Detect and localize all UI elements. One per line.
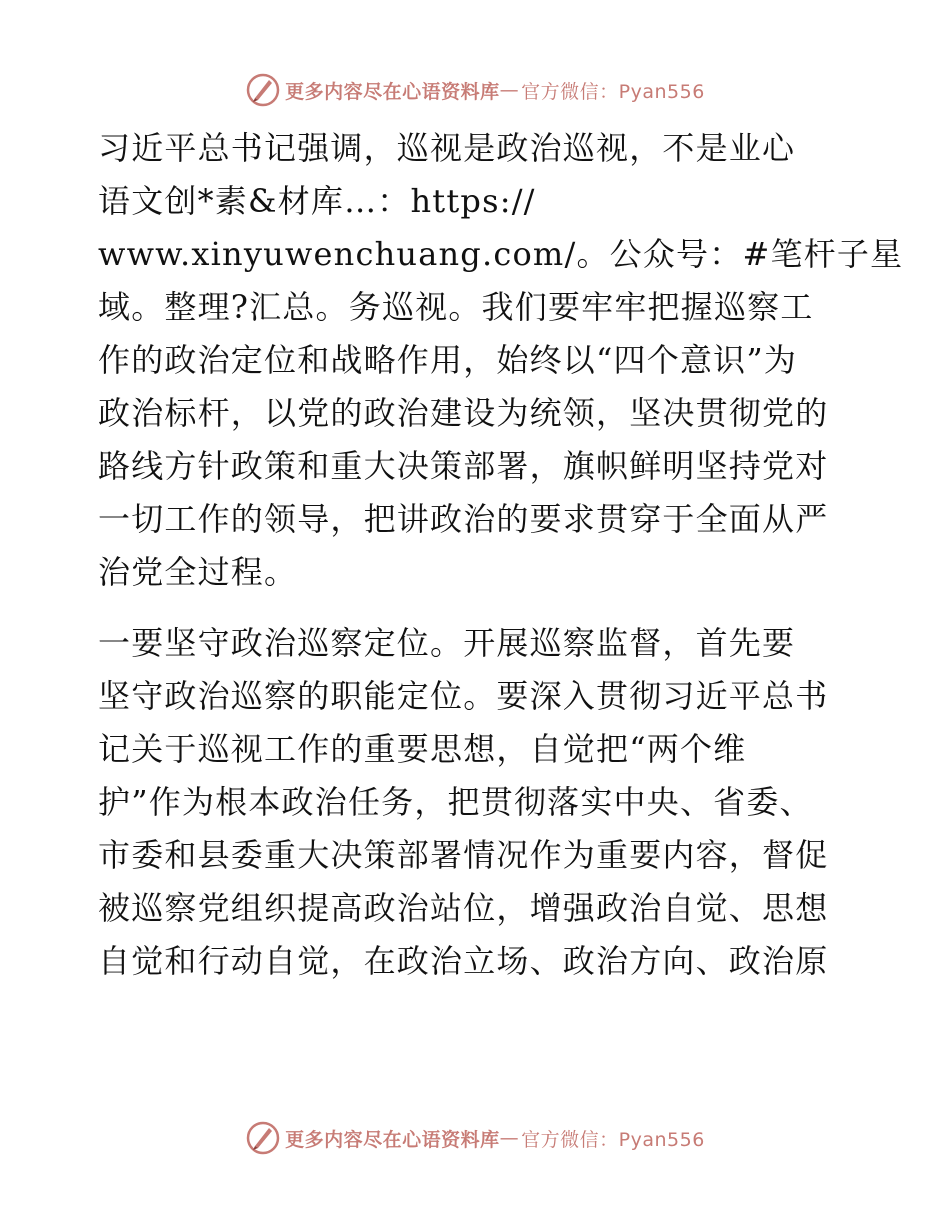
paragraph-line: 被巡察党组织提高政治站位，增强政治自觉、思想 — [98, 889, 829, 927]
paragraph-line: 坚守政治巡察的职能定位。要深入贯彻习近平总书 — [98, 677, 829, 715]
watermark-sub-text: 官方微信：Pyan556 — [521, 1128, 705, 1151]
watermark-separator: — — [499, 79, 520, 101]
document-body — [98, 122, 904, 988]
paragraph-line: 习近平总书记强调，巡视是政治巡视，不是业心 — [98, 129, 796, 167]
paragraph-line: www.xinyuwenchuang.com/。公众号：#笔杆子星 — [98, 235, 904, 273]
header-watermark — [0, 68, 950, 112]
watermark-main-text: 更多内容尽在心语资料库 — [285, 1128, 500, 1151]
quill-pen-logo-icon — [245, 1120, 281, 1156]
quill-pen-logo-icon — [245, 72, 281, 108]
paragraph-line: 一切工作的领导，把讲政治的要求贯穿于全面从严 — [98, 500, 829, 538]
paragraph-line: 作的政治定位和战略作用，始终以“四个意识”为 — [98, 341, 798, 379]
paragraph-line: 政治标杆，以党的政治建设为统领，坚决贯彻党的 — [98, 394, 829, 432]
paragraph-line: 市委和县委重大决策部署情况作为重要内容，督促 — [98, 836, 829, 874]
paragraph-2 — [98, 617, 858, 988]
footer-watermark — [0, 1116, 950, 1160]
paragraph-line: 语文创*素&材库…：https:// — [98, 182, 536, 220]
paragraph-line: 域。整理?汇总。务巡视。我们要牢牢把握巡察工 — [98, 288, 814, 326]
paragraph-line: 路线方针政策和重大决策部署，旗帜鲜明坚持党对 — [98, 447, 829, 485]
paragraph-spacer — [98, 599, 858, 617]
paragraph-1 — [98, 122, 904, 599]
paragraph-line: 护”作为根本政治任务，把贯彻落实中央、省委、 — [98, 783, 813, 821]
watermark-sub-text: 官方微信：Pyan556 — [521, 80, 705, 103]
paragraph-line: 一要坚守政治巡察定位。开展巡察监督，首先要 — [98, 624, 796, 662]
paragraph-line: 记关于巡视工作的重要思想，自觉把“两个维 — [98, 730, 747, 768]
watermark-main-text: 更多内容尽在心语资料库 — [285, 80, 500, 103]
paragraph-line: 自觉和行动自觉，在政治立场、政治方向、政治原 — [98, 942, 829, 980]
paragraph-line: 治党全过程。 — [98, 553, 298, 591]
watermark-separator: — — [499, 1127, 520, 1149]
